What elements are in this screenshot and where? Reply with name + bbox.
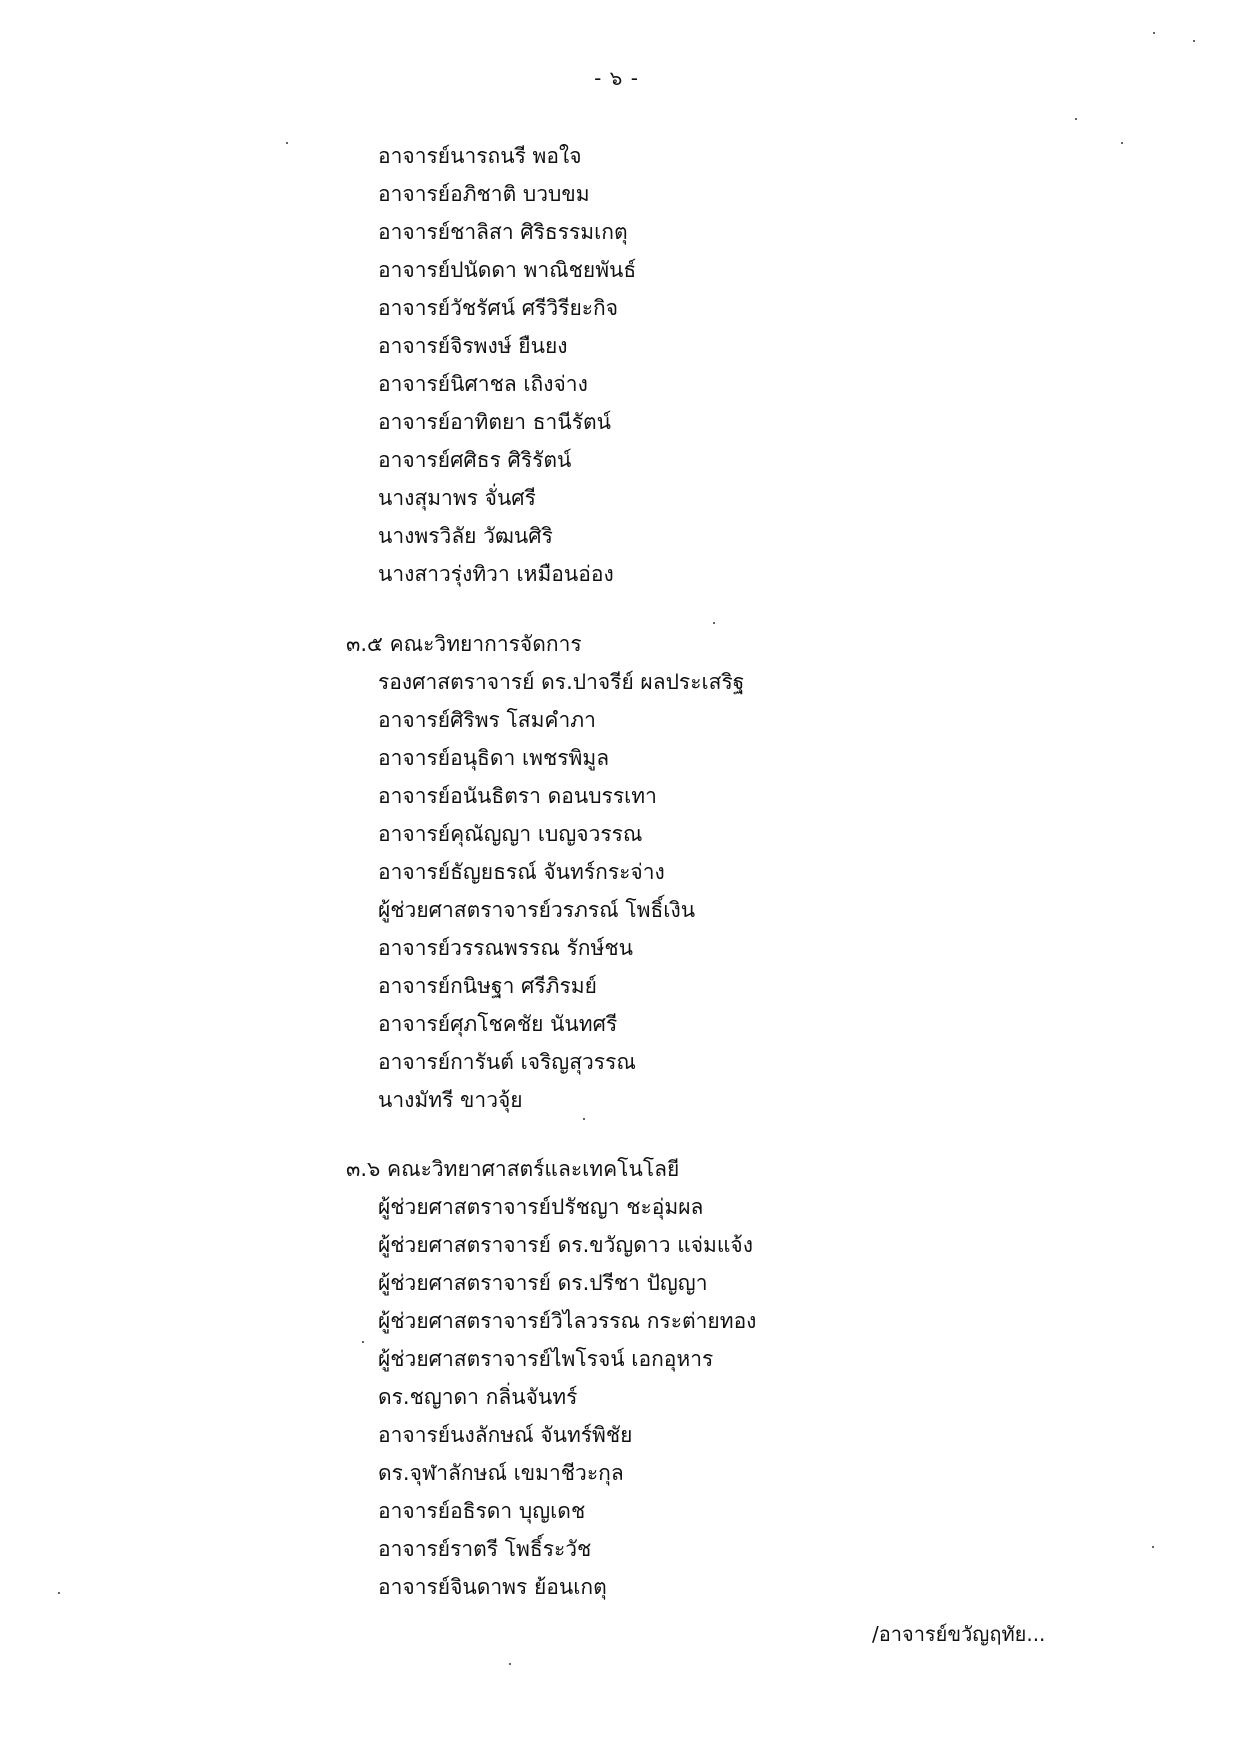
list-item: อาจารย์ราตรี โพธิ์ระวัช [378, 1537, 592, 1561]
page-number: - ๖ - [594, 66, 639, 90]
list-item: อาจารย์คุณัญญา เบญจวรรณ [378, 822, 643, 846]
scan-speck [583, 1118, 585, 1120]
list-item: อาจารย์การันต์ เจริญสุวรรณ [378, 1050, 636, 1074]
list-item: อาจารย์อนุธิดา เพชรพิมูล [378, 746, 610, 770]
list-item: อาจารย์ศศิธร ศิริรัตน์ [378, 448, 572, 472]
list-item: อาจารย์อนันธิตรา ดอนบรรเทา [378, 784, 657, 808]
list-item: นางสาวรุ่งทิวา เหมือนอ่อง [378, 562, 614, 586]
scan-speck [1152, 1546, 1154, 1548]
list-item: อาจารย์อาทิตยา ธานีรัตน์ [378, 410, 611, 434]
list-item: อาจารย์ศิริพร โสมคำภา [378, 708, 596, 732]
list-item: อาจารย์วัชรัศน์ ศรีวิรียะกิจ [378, 296, 619, 320]
scan-speck [1075, 118, 1077, 120]
section-heading-3-6: ๓.๖ คณะวิทยาศาสตร์และเทคโนโลยี [346, 1157, 680, 1181]
scan-speck [286, 142, 288, 144]
list-item: อาจารย์ธัญยธรณ์ จันทร์กระจ่าง [378, 860, 665, 884]
section-3-5-name-list [378, 663, 744, 1119]
scan-speck [1121, 142, 1123, 144]
scan-speck [509, 1663, 511, 1665]
list-item: อาจารย์นิศาชล เถิงจ่าง [378, 372, 588, 396]
scan-speck [713, 622, 715, 624]
scan-speck [362, 1341, 364, 1343]
list-item: อาจารย์กนิษฐา ศรีภิรมย์ [378, 974, 597, 998]
list-item: ดร.จุฬาลักษณ์ เขมาชีวะกุล [378, 1461, 624, 1485]
list-item: อาจารย์อภิชาติ บวบขม [378, 182, 590, 206]
list-item: ผู้ช่วยศาสตราจารย์วรภรณ์ โพธิ์เงิน [378, 898, 696, 922]
list-item: นางพรวิลัย วัฒนศิริ [378, 524, 553, 548]
name-list-continued [378, 137, 636, 593]
list-item: ผู้ช่วยศาสตราจารย์ ดร.ขวัญดาว แจ่มแจ้ง [378, 1233, 753, 1257]
section-3-6-name-list [378, 1188, 756, 1606]
scan-speck [58, 1592, 60, 1594]
list-item: อาจารย์วรรณพรรณ รักษ์ชน [378, 936, 633, 960]
scan-speck [1153, 32, 1155, 34]
list-item: อาจารย์ศุภโชคชัย นันทศรี [378, 1012, 618, 1036]
list-item: อาจารย์นงลักษณ์ จันทร์พิชัย [378, 1423, 633, 1447]
list-item: ผู้ช่วยศาสตราจารย์วิไลวรรณ กระต่ายทอง [378, 1309, 757, 1333]
list-item: อาจารย์ปนัดดา พาณิชยพันธ์ [378, 258, 637, 282]
list-item: ผู้ช่วยศาสตราจารย์ปรัชญา ชะอุ่มผล [378, 1195, 704, 1219]
list-item: อาจารย์จินดาพร ย้อนเกตุ [378, 1575, 607, 1599]
list-item: นางสุมาพร จั่นศรี [378, 486, 536, 510]
scan-speck [1193, 40, 1195, 42]
list-item: ดร.ชญาดา กลิ่นจันทร์ [378, 1385, 578, 1409]
list-item: ผู้ช่วยศาสตราจารย์ไพโรจน์ เอกอุหาร [378, 1347, 714, 1371]
section-heading-3-5: ๓.๕ คณะวิทยาการจัดการ [346, 632, 582, 656]
list-item: นางมัทรี ขาวจุ้ย [378, 1088, 523, 1112]
list-item: อาจารย์นารถนรี พอใจ [378, 144, 582, 168]
list-item: รองศาสตราจารย์ ดร.ปาจรีย์ ผลประเสริฐ [378, 670, 745, 694]
list-item: อาจารย์ชาลิสา ศิริธรรมเกตุ [378, 220, 628, 244]
list-item: ผู้ช่วยศาสตราจารย์ ดร.ปรีชา ปัญญา [378, 1271, 708, 1295]
continuation-footer: /อาจารย์ขวัญฤทัย... [872, 1622, 1046, 1646]
list-item: อาจารย์อธิรดา บุญเดช [378, 1499, 586, 1523]
list-item: อาจารย์จิรพงษ์ ยืนยง [378, 334, 568, 358]
